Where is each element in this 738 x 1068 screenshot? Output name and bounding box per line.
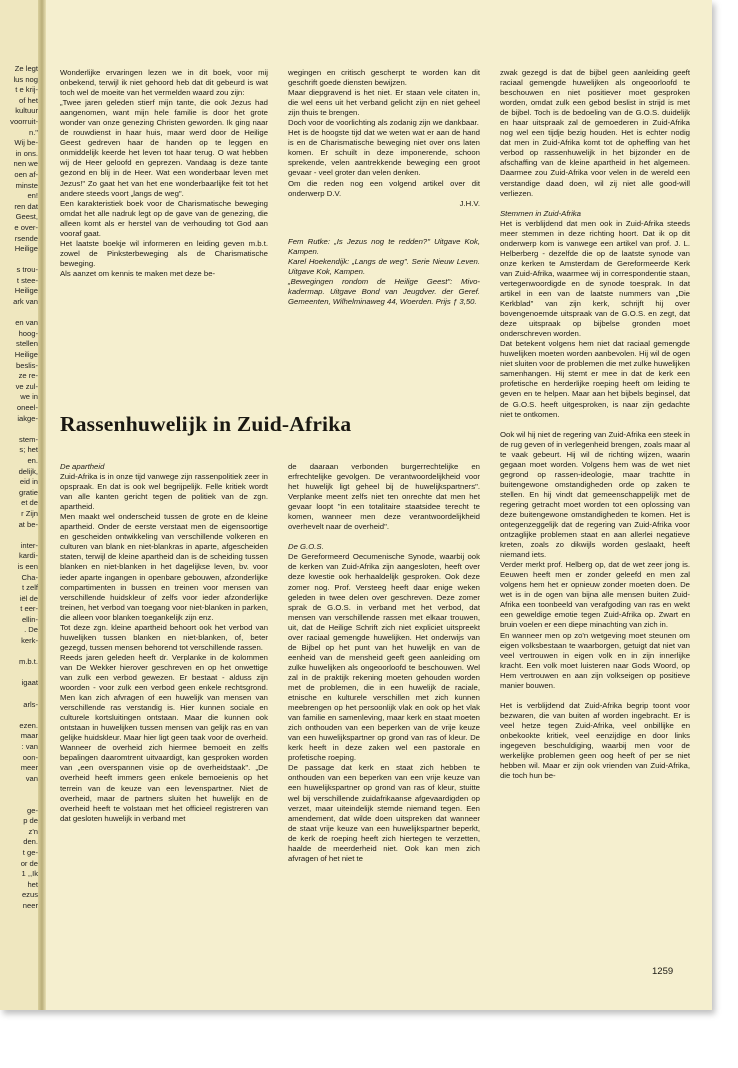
paragraph: Het is verblijdend dat Zuid-Afrika begrip toont voor bezwaren, die van buiten af worden ingebracht. Er is veel hetze tegen Zuid-Afrika, veel onbillijke en onbekookte kritiek, veel eenzijdige en door links ingegeven beschuldiging, waarbij men voor de werkelijke problemen geen oog heeft of per se niet hebben wil. Maar er zijn ook vrienden van Zuid-Afrika, die toch hun be- — [500, 700, 690, 781]
spine-line: e over- — [14, 222, 38, 232]
paragraph: „Twee jaren geleden stierf mijn tante, die ook Jezus had aangenomen, want mijn hele familie is door het grote wonder van onze genezing Christen geworden. Ik ging naar de rouwdienst in haar huis, maar werd door de Heilige Geest gedreven haar de handen op te leggen en onmiddelijk keerde het leven tot haar terug. O wat hebben wij de Heer geloofd en geprezen. Vandaag is deze tante gezond en blij in de Heer. Wat een wonderbaar leven met Jezus!" Zo gaat het van het ene wonderbaarlijke feit tot het andere steeds voort „langs de weg". — [60, 98, 268, 198]
spine-line: arls- — [23, 699, 38, 709]
spine-line: t zelf — [21, 583, 38, 593]
spine-line: ark van — [13, 297, 38, 307]
column-1-article — [60, 462, 268, 824]
spine-line: t e krij- — [15, 85, 38, 95]
spine-line: ezus — [21, 890, 38, 900]
spine-line — [2, 308, 38, 319]
spine-line: iakge- — [17, 413, 38, 423]
book-reference: Karel Hoekendijk: „Langs de weg". Serie Nieuw Leven. Uitgave Kok, Kampen. — [288, 256, 480, 276]
spine-line: kultuur — [15, 106, 38, 116]
spine-line: . De — [24, 625, 38, 635]
paragraph: Het is de hoogste tijd dat we weten wat er aan de hand is en de Charismatische beweging niet over ons laten komen. Er schuilt in deze imponerende, schoon sprekende, velen aantrekkende beweging een groot gevaar - veel groter dan velen denken. — [288, 128, 480, 178]
spine-line: at be- — [18, 519, 38, 529]
spine-line: n." — [28, 127, 38, 137]
spine-line: kerk- — [21, 636, 38, 646]
section-heading: Stemmen in Zuid-Afrika — [500, 208, 581, 218]
spine-line: eid in — [19, 477, 38, 487]
column-2-article — [288, 462, 480, 864]
paragraph: Doch voor de voorlichting als zodanig zijn we dankbaar. — [288, 118, 479, 128]
spine-line — [2, 647, 38, 658]
spine-line: igaat — [21, 678, 38, 688]
spine-line: Wij be- — [14, 138, 38, 148]
paragraph: Het is verblijdend dat men ook in Zuid-Afrika steeds meer stemmen in deze richting hoort. Dat ik op dit onderwerp kom is vanwege een artikel van prof. J. L. Helberberg - dezelfde die op de laatste synode van onze kerken te Amsterdam de Gereformeerde Kerk van Zuid-Afrika, waarmee wij in correspondentie staan, vertegenwoordigde en de synode toesprak. In dat artikel in een van de laatste nummers van „Die Kerkblad" van zijn kerk, schrijft hij over bovengenoemde uitspraak van de G.O.S. en zegt, dat deze uitspraak op bijbelse gronden moet onderschreven worden. — [500, 218, 690, 339]
spine-line: is een — [17, 561, 38, 571]
paragraph: Om die reden nog een volgend artikel over dit onderwerp D.V. — [288, 178, 480, 198]
spine-line — [2, 530, 38, 541]
spine-line: ellin- — [21, 614, 38, 624]
paragraph: Men maakt wel onderscheid tussen de grote en de kleine apartheid. Onder de eerste verstaat men de eigensoortige en gescheiden ontwikkeling van verschillende volkeren en culturen van blank en niet-blankras in aparte, afgescheiden staten, terwijl de kleine apartheid dan is de scheiding tussen blanken en niet-blanken in het dagelijkse leven, bv. voor ieder aparte ingangen in openbare gebouwen, afzonderlijke compartimenten in bussen en treinen voor mensen van verschillende huidskleur of zelfs voor ieder afzonderlijke treinen, het verbod van toegang voor niet-blanken in parken, die alleen voor blanken toegankelijk zijn enz. — [60, 512, 268, 622]
spine-line: ren dat — [14, 201, 38, 211]
spine-line: t stee- — [16, 275, 38, 285]
spine-line — [2, 255, 38, 266]
book-reference: Fem Rutke: „Is Jezus nog te redden?" Uitgave Kok, Kampen. — [288, 236, 480, 256]
spine-line: maar — [20, 731, 38, 741]
spine-line: oneel- — [16, 403, 38, 412]
column-2-top — [288, 68, 480, 307]
spine-line: Heilige — [14, 350, 38, 360]
spine-line: or de — [20, 858, 38, 868]
paragraph: Een karakteristiek boek voor de Charismatische beweging omdat het alle nadruk legt op de gave van de genezing, die alleen komt als er herstel van de verhouding tot God aan vooraf gaat. — [60, 198, 268, 238]
spine-line: Geest, — [15, 212, 38, 222]
spine-line: Ze legt — [14, 64, 38, 73]
spine-line: Heilige — [14, 244, 38, 254]
spine-line: stellen — [16, 339, 38, 349]
spine-line: lus nog — [13, 74, 38, 84]
article-title: Rassenhuwelijk in Zuid-Afrika — [60, 412, 352, 436]
spine-line — [2, 689, 38, 700]
paragraph: Dat betekent volgens hem niet dat raciaal gemengde huwelijken moeten worden aanbevolen. Hij wil de ogen niet sluiten voor de problemen die met zulke huwelijken samenhangen. Hij stemt er mee in dat de kerk een profetische en herderlijke roeping heeft om leiding te geven en te helpen. Maar aan het bijbels beginsel, dat de G.O.S. heeft uitgesproken, is naar zijn gedachte niet te ontkomen. — [500, 339, 690, 419]
paragraph: Wonderlijke ervaringen lezen we in dit boek, voor mij onbekend, terwijl ik niet gehoord heb dat dit gebeurd is wat toch wel de moeite van het vermelden waard zou zijn: — [60, 68, 268, 98]
paragraph: En wanneer men op zo'n wetgeving moet steunen om eigen volksbestaan te waarborgen, getuigt dat niet van veel vertrouwen in eigen volk en in zijn innerlijke kracht. Een volk moet luisteren naar Gods Woord, op Hem vertrouwen en aan zijn volkseigen op positieve manier bouwen. — [500, 630, 690, 690]
spine-line: 1 ,,Ik — [21, 869, 38, 879]
spine-line: s; het — [19, 445, 38, 455]
spine-line: t eer- — [20, 604, 38, 614]
paragraph: Verder merkt prof. Helberg op, dat de wet zeer jong is. Eeuwen heeft men er zonder geleefd en men zal volgens hem het er opnieuw zonder moeten doen. De wet is in de ogen van bijna alle mensen buiten Zuid-Afrika een toonbeeld van verafgoding van ras en wekt een geweldige emotie tegen Zuid-Afrika op. Zwart en bruin voelen er een diepe minachting van zich in. — [500, 560, 690, 630]
spine-line: in ons. — [15, 148, 38, 158]
spine-line: en! — [27, 191, 38, 201]
spine-line: we in — [20, 392, 38, 402]
spine-line — [2, 668, 38, 679]
spine-line: hoog- — [18, 328, 38, 338]
spine-line: kardi- — [19, 551, 38, 561]
paragraph: de daaraan verbonden burgerrechtelijke en erfrechtelijke gevolgen. De verantwoordelijkheid voor het huwelijk ligt geheel bij de huwelijkspartners". Verplanke meent zelfs niet ten onrechte dat men het gevaar loopt "in een totalitaire staatsidee terecht te komen, wanneer men deze verantwoordelijkheid overhevelt naar de overheid". — [288, 462, 480, 532]
spine-line: : van — [21, 742, 38, 751]
paragraph: Tot deze zgn. kleine apartheid behoort ook het verbod van huwelijken tussen blanken en niet-blanken, of, beter gezegd, tussen mensen behorend tot verschillende rassen. — [60, 622, 268, 652]
spine-line: en. — [27, 455, 38, 465]
spine-line: rsende — [14, 233, 38, 243]
spine-line: ezen. — [19, 720, 38, 730]
spine-line: gratie — [19, 487, 38, 497]
spine-line: meer — [20, 763, 38, 773]
spine-line: nen we — [13, 159, 38, 169]
paragraph: Als aanzet om kennis te maken met deze be- — [60, 268, 216, 278]
spine-line — [2, 784, 38, 795]
spine-line: het — [27, 879, 38, 889]
spine-line: et de — [21, 498, 38, 508]
previous-page-text-fragments — [2, 64, 38, 912]
column-1-top — [60, 68, 268, 279]
paragraph: Het laatste boekje wil informeren en leiding geven m.b.t. zowel de Pinksterbeweging als de Charismatische beweging. — [60, 238, 268, 268]
binding-gutter — [38, 0, 46, 1010]
spine-line: Heilige — [14, 286, 38, 296]
spine-line: beslis- — [16, 360, 38, 370]
book-reference: „Bewegingen rondom de Heilige Geest": Mivo-kadermap. Uitgave Bond van Jeugdver. der Geref. Gemeenten, Wilhelminaweg 44, Woerden. Prijs ƒ 3,50. — [288, 276, 480, 306]
paragraph: De Gereformeerd Oecumenische Synode, waarbij ook de kerken van Zuid-Afrika zijn aangesloten, heeft over deze kwestie ook herhaaldelijk gesproken. Ook deze zomer nog. Prof. Versteeg heeft daar enige weken geleden in twee delen over geschreven. Deze zomer sprak de G.O.S. in verband met het verbod, dat mensen van verschillende rassen met elkaar trouwen, uit, dat de Heilige Schrift zich niet expliciet uitspreekt over raciaal gemengde huwelijken. Het onderwijs van de Bijbel op het punt van het huwelijk en van de eenheid van de mensheid geeft geen aanleiding om zulke huwelijken als ongeoorloofd te beschouwen. Wel zal in de praktijk rekening moeten gehouden worden met de problemen, die in een huwelijk de raciale, etnische en kulturele verschillen met zich kunnen meebrengen op het persoonlijk vlak en ook op het vlak van familie en samenleving, maar kerk en staat moeten zich onthouden van een beperken van de vrije keuze van een huwelijkspartner op grond van ras of kleur. De kerk heeft in deze zaken wel een pastorale en profetische roeping. — [288, 552, 480, 763]
spine-line: oon- — [22, 752, 38, 762]
spine-line: Cha- — [21, 572, 38, 582]
spine-line: delijk, — [18, 466, 38, 476]
paragraph: zwak gezegd is dat de bijbel geen aanleiding geeft raciaal gemengde huwelijken als ongeoorloofd te beschouwen en niet positiever moet gesproken worden, omdat zulk een gebod beslist in strijd is met de bijbel. Toch is de bedoeling van de G.O.S. duidelijk en haar uitspraak zal de gemoederen in Zuid-Afrika nog wel een tijdje bezig houden. Het is echter nodig dat men in Zuid-Afrika komt tot de opheffing van het verbod op rassenhuwelijk in het bijzonder en de afschaffing van de kleine apartheid in het algemeen. Daarmee zou Zuid-Afrika voor velen in de wereld een verstandige daad doen, wil zij niet alle good-will verliezen. — [500, 68, 690, 198]
spine-line: ge- — [27, 805, 38, 815]
spine-line: den. — [23, 837, 38, 847]
spine-line: stem- — [19, 434, 38, 444]
spine-line: oen af- — [14, 169, 38, 179]
spine-line: van — [25, 773, 38, 783]
spine-line: m.b.t. — [19, 657, 38, 667]
spine-line: z'n — [28, 826, 38, 836]
column-3 — [500, 68, 690, 781]
spine-line: ve zul- — [15, 381, 38, 391]
spine-line: neer — [22, 900, 38, 910]
paragraph: Ook wil hij niet de regering van Zuid-Afrika een steek in de rug geven of in verlegenheid brengen, zoals maar al te vaak gebeurt. Hij wil de richting wijzen, waarin gegaan moet worden. Volgens hem was de wet niet gegrond op rassen-ideologie, maar trachtte in buitengewone omstandigheden orde op zaken te stellen. En hij vindt dat gemeenschappelijk met de regering getracht moet worden tot een oplossing van deze buitengewone omstandigheden te komen. Het is ontegenzeggelijk dat de regering van Zuid-Afrika voor ontzaglijke problemen staat en aan allerlei negatieve kreten, zoals zo dikwijls worden geslaakt, heeft niemand iets. — [500, 429, 690, 560]
spine-line: inter- — [20, 540, 38, 550]
paragraph: Reeds jaren geleden heeft dr. Verplanke in de kolommen van De Wekker hierover geschreven en op het onwettige van zulk een verbod gewezen. Er bestaat - alduss zijn woorden - voor zulk een verbod geen enkele rechtsgrond. Men kan zich afvragen of een huwelijk van mensen van verschillende ras verstandig is. Hier kunnen sociale en culturele kortsluitingen ontstaan. Maar die kunnen ook ontstaan in huwelijken tussen mensen van gelijk ras en van gelijke huidskleur. Maar hier ligt geen taak voor de overheid. Wanneer de overheid zich hiermee bemoeit en zelfs bepalingen daaromtrent uitvaardigt, kan gesproken worden van „een overspannen visie op de overheidstaak". „De overheid heeft immers geen enkele bemoeienis op het terrein van de keuze van een levenspartner. Niet de overheid, maar de partners sluiten het huwelijk en de overheid heeft te volstaan met het officieel registreren van dat gesloten huwelijk in verband met — [60, 652, 268, 823]
paragraph: Zuid-Afrika is in onze tijd vanwege zijn rassenpolitiek zeer in opspraak. En dat is ook wel begrijpelijk. Felle kritiek wordt van alle kanten gericht tegen de politiek van de zgn. apartheid. — [60, 472, 268, 512]
page-number: 1259 — [652, 966, 674, 977]
paragraph: Maar diepgravend is het niet. Er staan vele citaten in, die wel eens uit het verband gelicht zijn en niet geheel zijn thuis te brengen. — [288, 88, 480, 118]
previous-page-margin — [0, 0, 43, 1010]
spine-line: ze re- — [18, 371, 38, 381]
section-heading: De apartheid — [60, 462, 105, 471]
spine-line — [2, 710, 38, 721]
spine-line: voorruit- — [10, 116, 38, 126]
spine-line: minste — [15, 180, 38, 190]
spine-line: en van — [15, 318, 38, 328]
spine-line — [2, 424, 38, 435]
author-signature: J.H.V. — [459, 198, 480, 208]
spine-line: iël de — [19, 593, 38, 603]
spine-line: r Zijn — [21, 508, 38, 518]
paragraph: wegingen en critisch gescherpt te worden kan dit geschrift goede diensten bewijzen. — [288, 68, 480, 88]
paragraph: De passage dat kerk en staat zich hebben te onthouden van een beperken van een vrije keuze van een huwelijkspartner op grond van ras of kleur, stuitte wel bij verschillende zuidafrikaanse afgevaardigden op verzet, maar uiteindelijk stemde niemand tegen. Een amendement, dat wilde doen uitspreken dat wanneer de staat vrije keuze van een huwelijkspartner beperkt, de kerk de roeping heeft zich hiertegen te verzetten, haalde de meerderheid niet. Ook kan men zich afvragen of het niet te — [288, 763, 480, 863]
spine-line: of het — [19, 95, 38, 105]
spine-line: p de — [23, 816, 38, 826]
spine-line: t ge- — [22, 847, 38, 857]
section-heading: De G.O.S. — [288, 542, 324, 552]
spine-line — [2, 795, 38, 806]
spine-line: s trou- — [16, 265, 38, 275]
